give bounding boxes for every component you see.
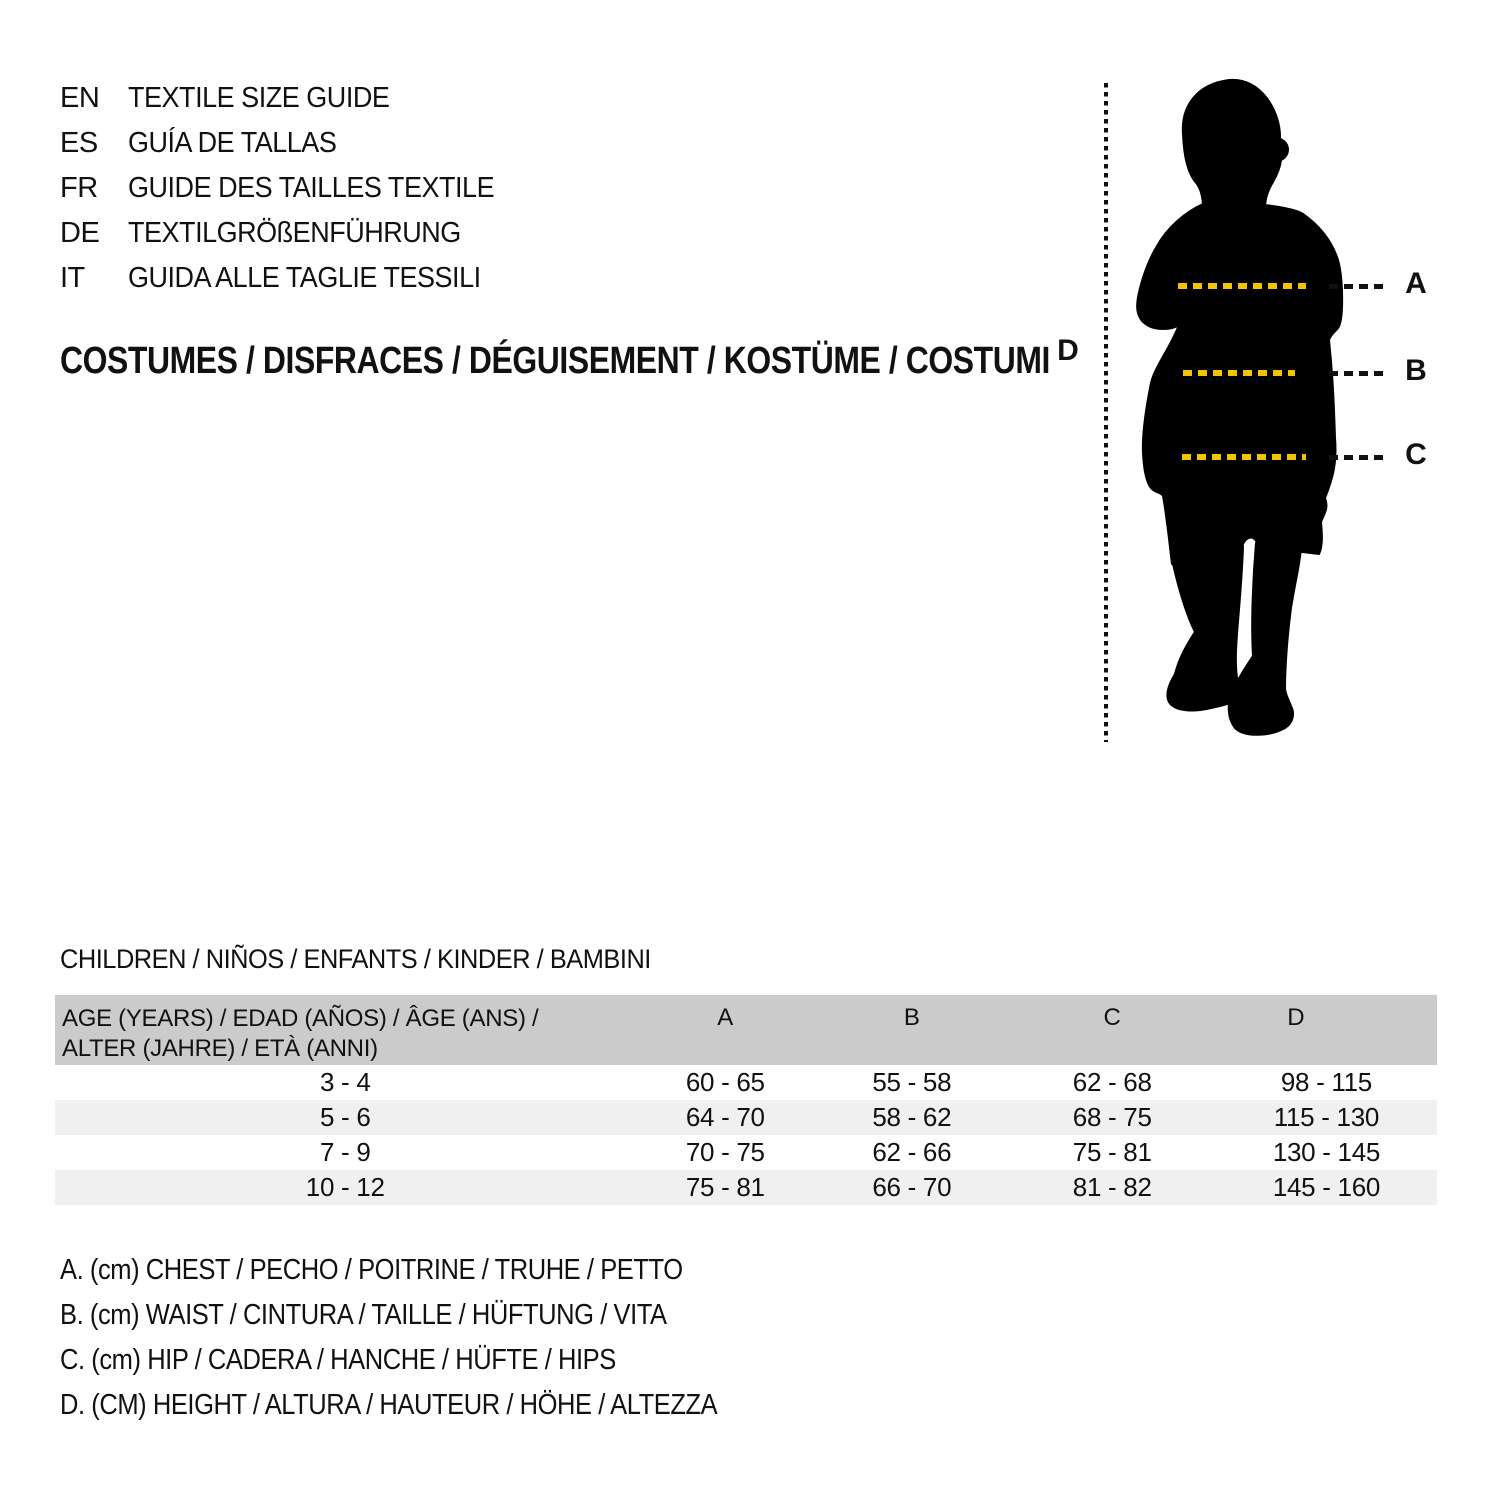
hip-cell: 81 - 82 xyxy=(1072,1172,1152,1202)
table-section-title: CHILDREN / NIÑOS / ENFANTS / KINDER / BAMBINI xyxy=(60,944,651,974)
language-row-it xyxy=(60,256,522,301)
language-code: IT xyxy=(60,262,85,294)
height-cell: 145 - 160 xyxy=(1272,1172,1381,1202)
age-column-header xyxy=(55,995,635,1065)
waist-leader-line xyxy=(1329,371,1383,376)
language-row-en xyxy=(60,76,522,121)
language-code: EN xyxy=(60,82,100,114)
age-cell: 7 - 9 xyxy=(319,1137,371,1167)
column-header-a: A xyxy=(635,995,815,1065)
table-row xyxy=(55,1135,1437,1170)
size-table-header-row xyxy=(55,995,1437,1065)
figure-label-b: B xyxy=(1405,354,1427,387)
waist-cell: 66 - 70 xyxy=(872,1172,952,1202)
column-header-d: D xyxy=(1216,995,1437,1065)
chest-cell: 75 - 81 xyxy=(685,1172,765,1202)
guide-title: GUIDA ALLE TAGLIE TESSILI xyxy=(128,262,481,294)
category-title: COSTUMES / DISFRACES / DÉGUISEMENT / KOSTÜME / COSTUMI xyxy=(60,340,1050,382)
language-title-list xyxy=(60,76,522,301)
language-row-de xyxy=(60,211,522,256)
hip-cell: 75 - 81 xyxy=(1072,1137,1152,1167)
age-cell: 3 - 4 xyxy=(319,1067,371,1097)
height-cell: 115 - 130 xyxy=(1273,1102,1380,1132)
age-header-line2: ALTER (JAHRE) / ETÀ (ANNI) xyxy=(62,1035,378,1062)
height-cell: 130 - 145 xyxy=(1272,1137,1381,1167)
legend-text: B. (cm) WAIST / CINTURA / TAILLE / HÜFTUNG / VITA xyxy=(60,1299,667,1331)
table-row xyxy=(55,1065,1437,1100)
column-header-b: B xyxy=(815,995,1008,1065)
guide-title: TEXTILGRÖßENFÜHRUNG xyxy=(128,217,461,249)
age-cell: 10 - 12 xyxy=(305,1172,385,1202)
language-code: FR xyxy=(60,172,98,204)
legend-item-height xyxy=(60,1383,807,1428)
waist-cell: 55 - 58 xyxy=(872,1067,952,1097)
waist-dash-line xyxy=(1183,370,1295,376)
hip-cell: 62 - 68 xyxy=(1072,1067,1152,1097)
figure-label-d: D xyxy=(1057,334,1079,367)
chest-cell: 60 - 65 xyxy=(685,1067,765,1097)
age-header-line1: AGE (YEARS) / EDAD (AÑOS) / ÂGE (ANS) / xyxy=(62,1005,539,1032)
figure-label-a: A xyxy=(1405,267,1427,300)
language-code: ES xyxy=(60,127,98,159)
legend-item-hip xyxy=(60,1338,807,1383)
children-size-table xyxy=(55,995,1437,1205)
figure-label-c: C xyxy=(1405,438,1427,471)
chest-cell: 70 - 75 xyxy=(685,1137,765,1167)
legend-text: C. (cm) HIP / CADERA / HANCHE / HÜFTE / HIPS xyxy=(60,1344,616,1376)
legend-item-chest xyxy=(60,1248,807,1293)
table-row xyxy=(55,1100,1437,1135)
guide-title: GUÍA DE TALLAS xyxy=(128,127,337,159)
guide-title: TEXTILE SIZE GUIDE xyxy=(128,82,390,114)
waist-cell: 58 - 62 xyxy=(872,1102,952,1132)
language-row-es xyxy=(60,121,522,166)
guide-title: GUIDE DES TAILLES TEXTILE xyxy=(128,172,495,204)
chest-cell: 64 - 70 xyxy=(685,1102,765,1132)
height-cell: 98 - 115 xyxy=(1280,1067,1372,1097)
age-cell: 5 - 6 xyxy=(319,1102,371,1132)
measurement-figure xyxy=(1030,60,1501,760)
hip-leader-line xyxy=(1329,455,1383,460)
height-dotted-line xyxy=(1104,83,1108,742)
hip-dash-line xyxy=(1182,454,1306,460)
hip-cell: 68 - 75 xyxy=(1072,1102,1152,1132)
language-code: DE xyxy=(60,217,100,249)
legend-text: A. (cm) CHEST / PECHO / POITRINE / TRUHE / PETTO xyxy=(60,1254,683,1286)
legend-text: D. (CM) HEIGHT / ALTURA / HAUTEUR / HÖHE / ALTEZZA xyxy=(60,1389,718,1421)
chest-leader-line xyxy=(1329,284,1383,289)
column-header-c: C xyxy=(1009,995,1216,1065)
chest-dash-line xyxy=(1178,283,1306,289)
child-silhouette-icon xyxy=(1125,78,1395,748)
legend-item-waist xyxy=(60,1293,807,1338)
table-row xyxy=(55,1170,1437,1205)
language-row-fr xyxy=(60,166,522,211)
measurement-legend xyxy=(60,1248,807,1428)
waist-cell: 62 - 66 xyxy=(872,1137,952,1167)
